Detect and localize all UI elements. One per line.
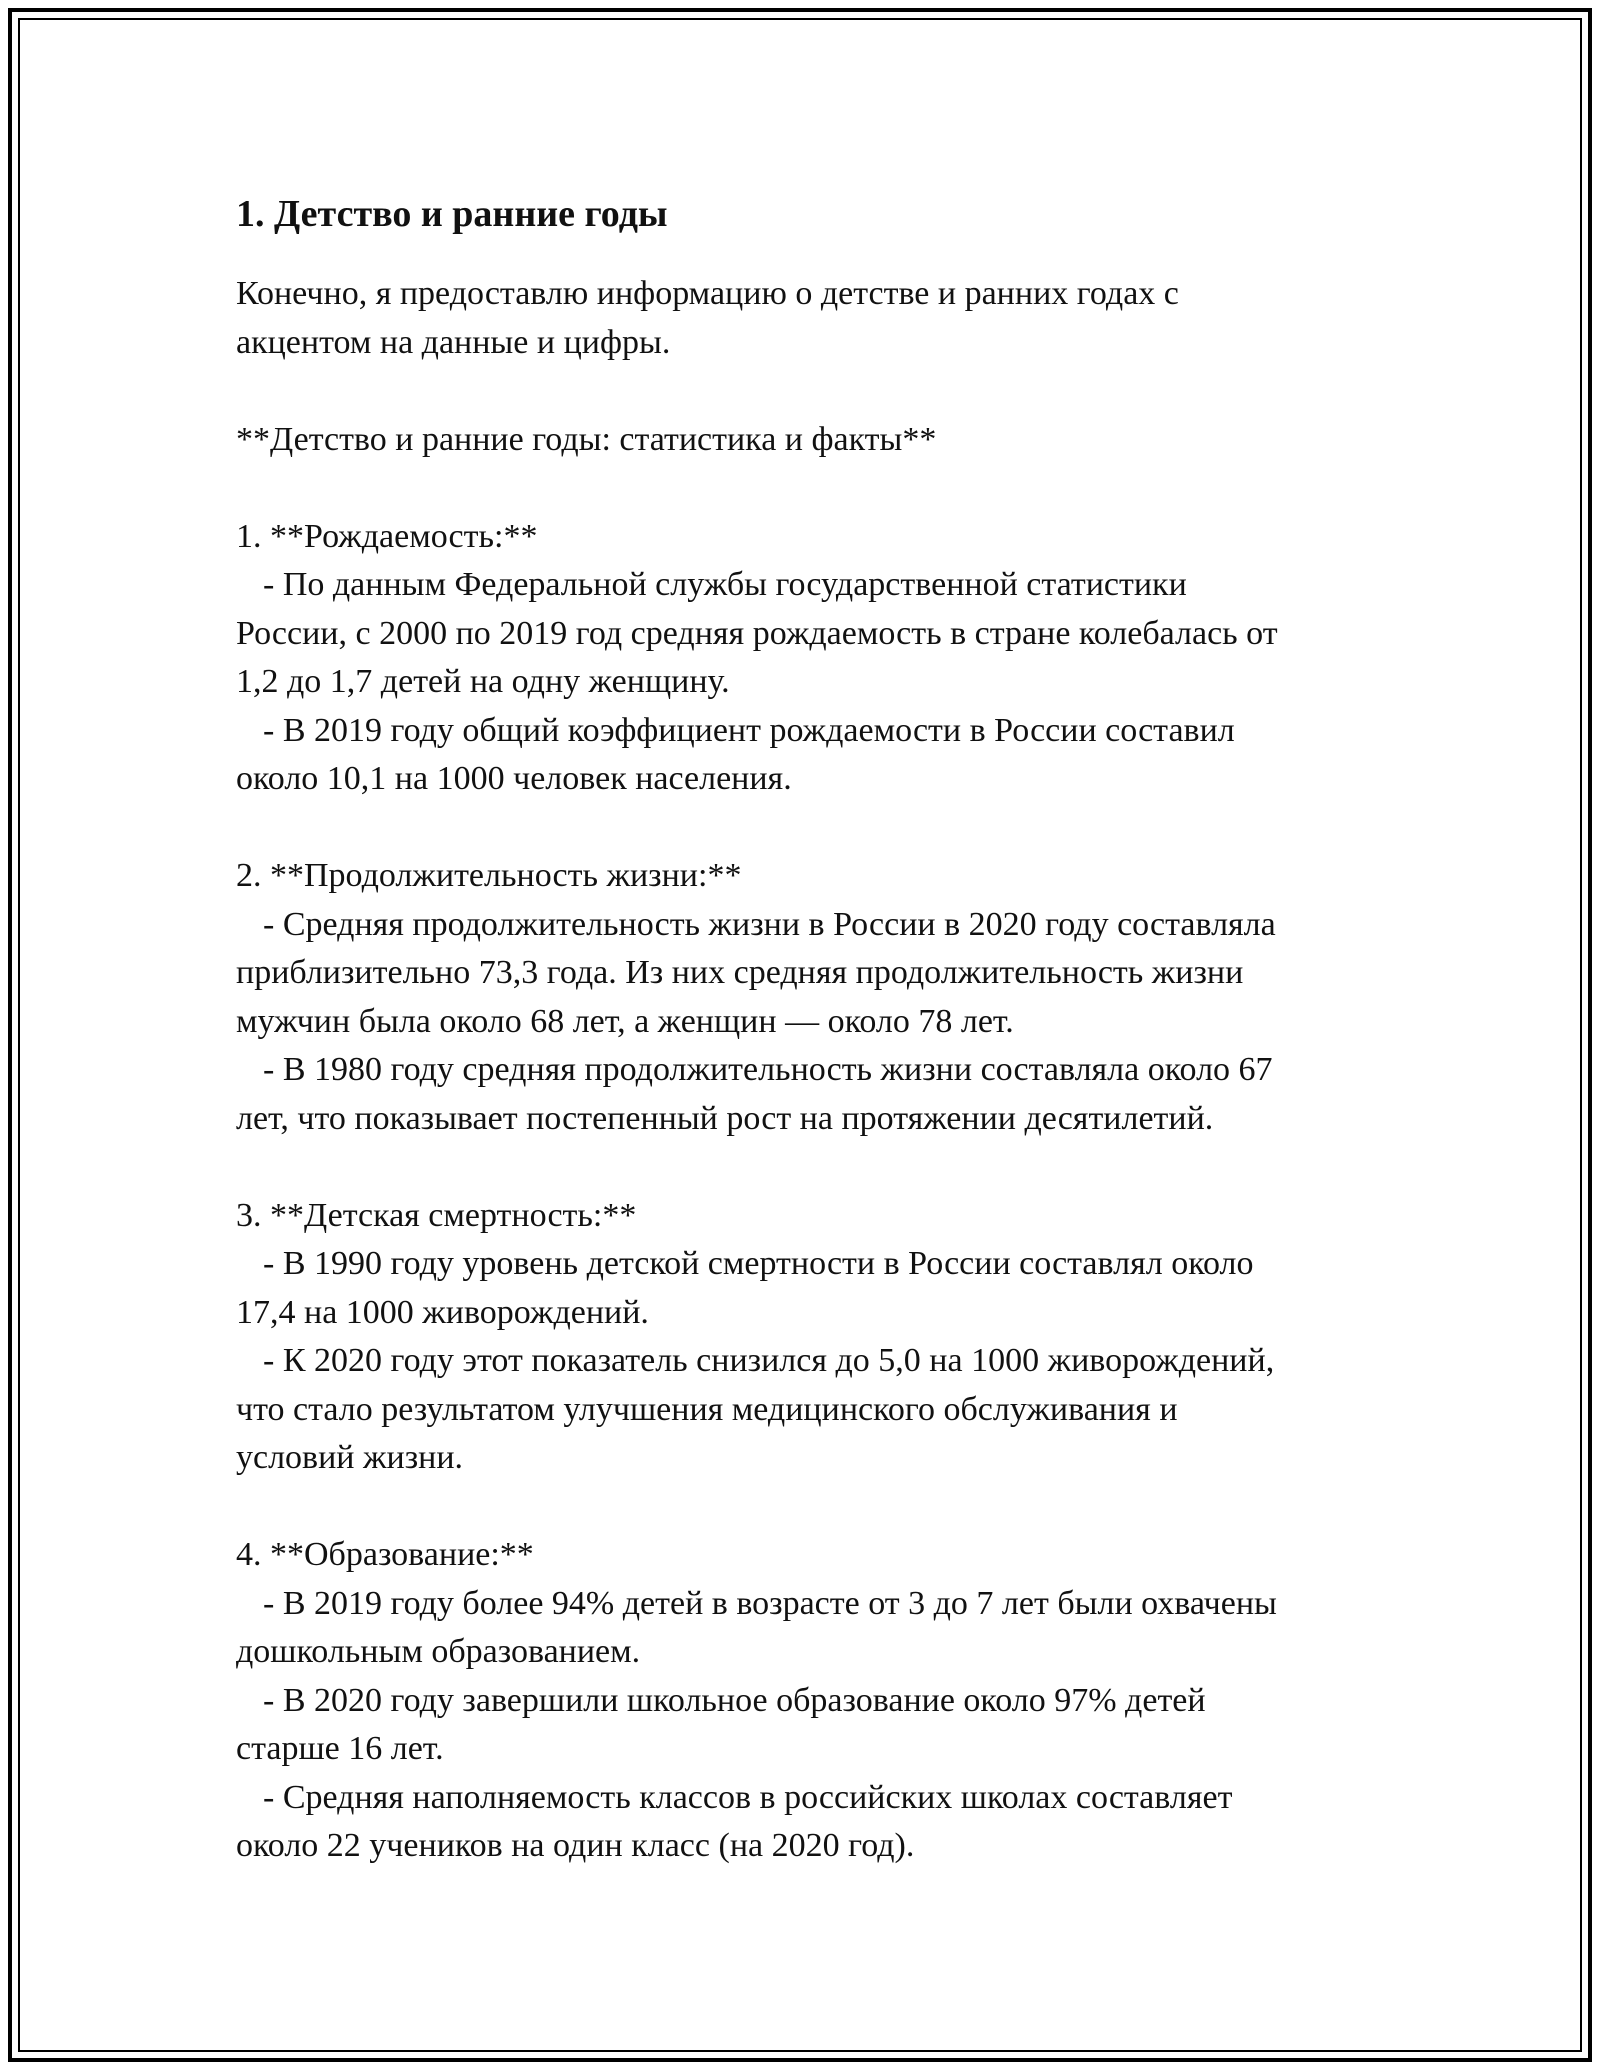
- text-line: условий жизни.: [236, 1439, 464, 1476]
- intro-line: акцентом на данные и цифры.: [236, 323, 671, 361]
- text-line: лет, что показывает постепенный рост на протяжении десятилетий.: [236, 1099, 1214, 1137]
- spacer: [236, 1143, 1376, 1192]
- section-block: [236, 1192, 1376, 1483]
- section-block: [236, 852, 1376, 1143]
- spacer: [236, 1483, 1376, 1532]
- document-subtitle: **Детство и ранние годы: статистика и факты**: [236, 420, 937, 458]
- text-line: что стало результатом улучшения медицинского обслуживания и: [236, 1390, 1178, 1428]
- section-block: [236, 1531, 1376, 1871]
- text-line: старше 16 лет.: [236, 1730, 444, 1767]
- text-line: дошкольным образованием.: [236, 1633, 641, 1670]
- text-line: приблизительно 73,3 года. Из них средняя продолжительность жизни: [236, 954, 1244, 991]
- document-title: 1. Детство и ранние годы: [236, 193, 668, 235]
- bullet-line: - В 1990 году уровень детской смертности в России составлял около: [263, 1245, 1254, 1282]
- text-line: около 22 учеников на один класс (на 2020 год).: [236, 1827, 915, 1864]
- bullet-line: - В 2019 году более 94% детей в возрасте от 3 до 7 лет были охвачены: [263, 1584, 1277, 1622]
- document-body: [236, 186, 1376, 1871]
- section-heading: 4. **Образование:**: [236, 1536, 534, 1573]
- bullet-line: - В 2020 году завершили школьное образование около 97% детей: [263, 1681, 1206, 1719]
- text-line: 1,2 до 1,7 детей на одну женщину.: [236, 663, 730, 700]
- section-list: [236, 513, 1376, 1871]
- spacer: [236, 464, 1376, 513]
- section-heading: 2. **Продолжительность жизни:**: [236, 857, 742, 894]
- spacer: [236, 242, 1376, 270]
- bullet-line: - Средняя наполняемость классов в российских школах составляет: [263, 1778, 1233, 1816]
- bullet-line: - В 2019 году общий коэффициент рождаемости в России составил: [263, 711, 1235, 749]
- text-line: 17,4 на 1000 живорождений.: [236, 1293, 649, 1331]
- bullet-line: - По данным Федеральной службы государственной статистики: [263, 566, 1187, 603]
- text-line: около 10,1 на 1000 человек населения.: [236, 760, 792, 797]
- bullet-line: - Средняя продолжительность жизни в России в 2020 году составляла: [263, 905, 1276, 943]
- intro-line: Конечно, я предоставлю информацию о детстве и ранних годах с: [236, 275, 1179, 312]
- bullet-line: - К 2020 году этот показатель снизился до 5,0 на 1000 живорождений,: [263, 1342, 1275, 1379]
- text-line: России, с 2000 по 2019 год средняя рождаемость в стране колебалась от: [236, 614, 1278, 652]
- section-block: [236, 513, 1376, 804]
- bullet-line: - В 1980 году средняя продолжительность жизни составляла около 67: [263, 1051, 1273, 1088]
- text-line: мужчин была около 68 лет, а женщин — около 78 лет.: [236, 1002, 1014, 1040]
- spacer: [236, 804, 1376, 853]
- spacer: [236, 367, 1376, 416]
- intro-paragraph: [236, 270, 1376, 367]
- section-heading: 1. **Рождаемость:**: [236, 517, 538, 555]
- section-heading: 3. **Детская смертность:**: [236, 1196, 637, 1234]
